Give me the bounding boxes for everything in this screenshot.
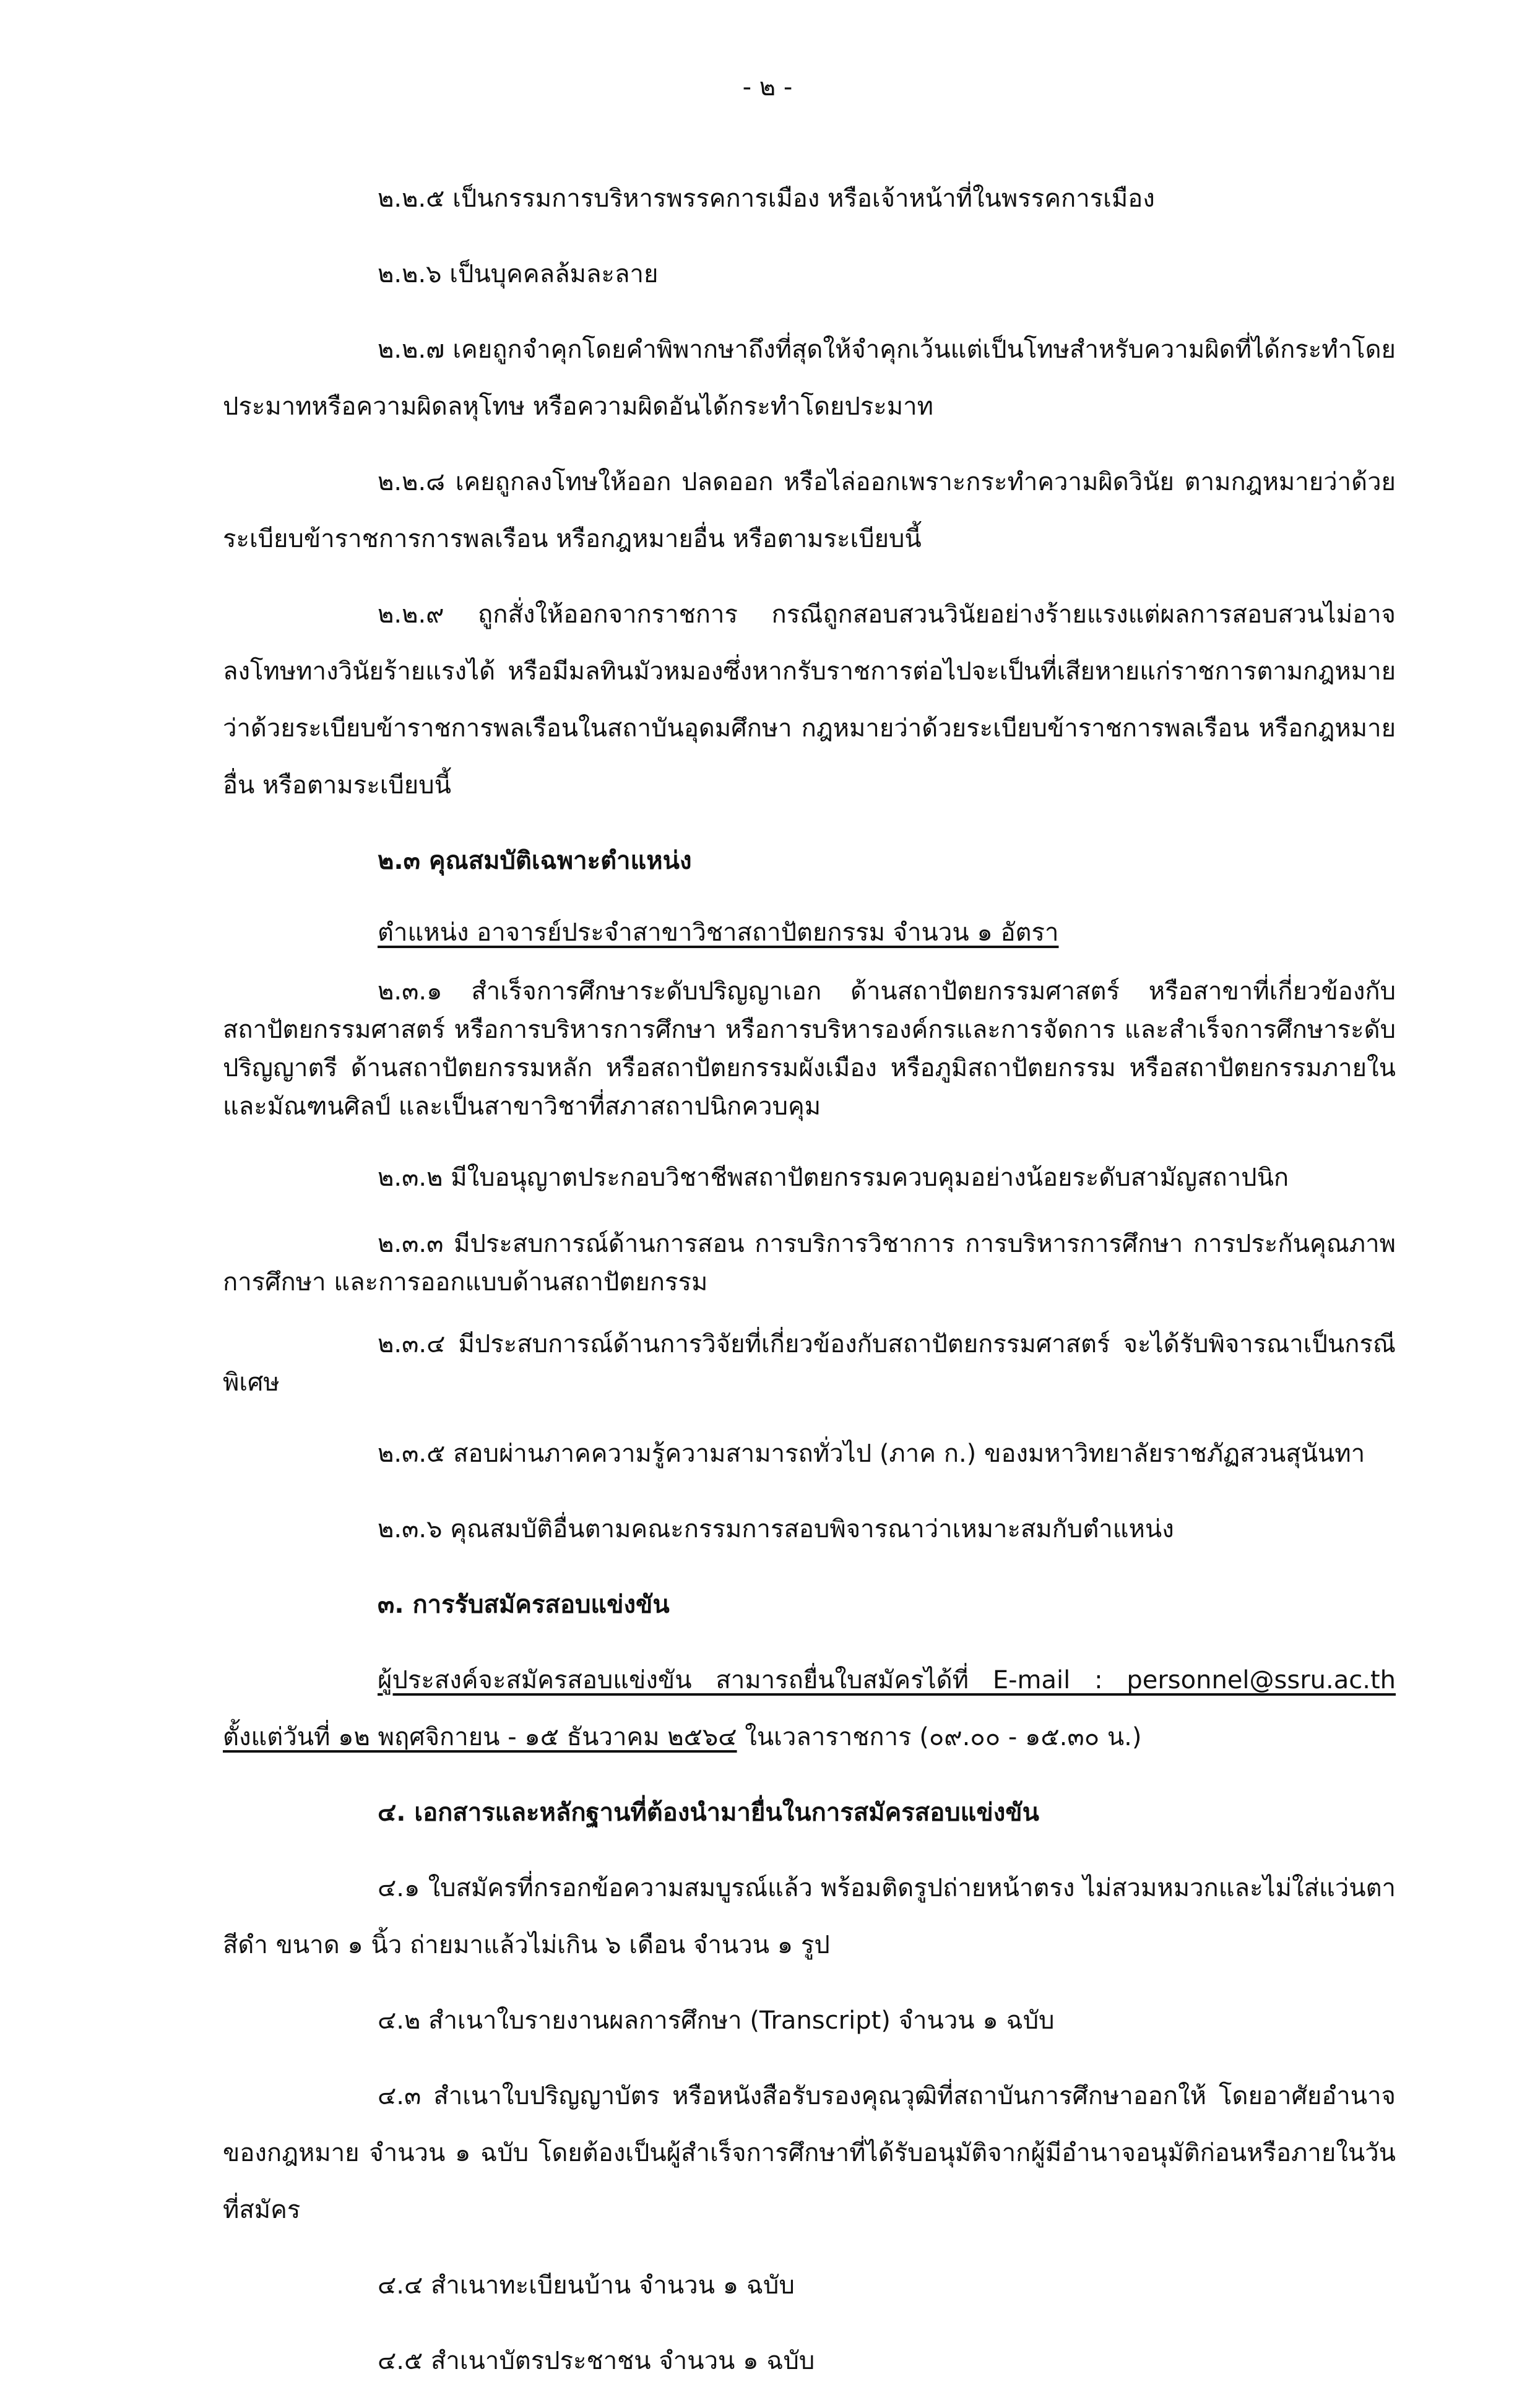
clause-4-1: ๔.๑ ใบสมัครที่กรอกข้อความสมบูรณ์แล้ว พร้อมติดรูปถ่ายหน้าตรง ไม่สวมหมวกและไม่ใส่แว่นตาสีดำ ขนาด ๑ นิ้ว ถ่ายมาแล้วไม่เกิน ๖ เดือน จำนวน ๑ รูป [223, 1874, 1396, 1959]
section-3-heading: ๓. การรับสมัครสอบแข่งขัน [378, 1590, 670, 1619]
document-body [223, 170, 1396, 2408]
clause-2-3-2: ๒.๓.๒ มีใบอนุญาตประกอบวิชาชีพสถาปัตยกรรมควบคุมอย่างน้อยระดับสามัญสถาปนิก [378, 1163, 1289, 1192]
clause-4-3: ๔.๓ สำเนาใบปริญญาบัตร หรือหนังสือรับรองคุณวุฒิที่สถาบันการศึกษาออกให้ โดยอาศัยอำนาจของกฎหมาย จำนวน ๑ ฉบับ โดยต้องเป็นผู้สำเร็จการศึกษาที่ได้รับอนุมัติจากผู้มีอำนาจอนุมัติก่อนหรือภายในวันที่สมัคร [223, 2082, 1396, 2224]
application-info [223, 1652, 1396, 1766]
clause-2-2-9: ๒.๒.๙ ถูกสั่งให้ออกจากราชการ กรณีถูกสอบสวนวินัยอย่างร้ายแรงแต่ผลการสอบสวนไม่อาจลงโทษทางวินัยร้ายแรงได้ หรือมีมลทินมัวหมองซึ่งหากรับราชการต่อไปจะเป็นที่เสียหายแก่ราชการตามกฎหมายว่าด้วยระเบียบข้าราชการพลเรือนในสถาบันอุดมศึกษา กฎหมายว่าด้วยระเบียบข้าราชการพลเรือน หรือกฎหมายอื่น หรือตามระเบียบนี้ [223, 600, 1396, 800]
clause-4-4: ๔.๔ สำเนาทะเบียนบ้าน จำนวน ๑ ฉบับ [378, 2271, 795, 2300]
clause-4-2: ๔.๒ สำเนาใบรายงานผลการศึกษา (Transcript) จำนวน ๑ ฉบับ [378, 2006, 1055, 2035]
page-number: - ๒ - [742, 73, 793, 101]
clause-2-3-6: ๒.๓.๖ คุณสมบัติอื่นตามคณะกรรมการสอบพิจารณาว่าเหมาะสมกับตำแหน่ง [378, 1515, 1174, 1543]
office-hours: ในเวลาราชการ (๐๙.๐๐ - ๑๕.๓๐ น.) [737, 1723, 1142, 1751]
application-period: ผู้ประสงค์จะสมัครสอบแข่งขัน สามารถยื่นใบสมัครได้ที่ E-mail : personnel@ssru.ac.th ตั้งแต่วันที่ ๑๒ พฤศจิกายน - ๑๕ ธันวาคม ๒๕๖๔ [223, 1666, 1396, 1751]
clause-2-2-5: ๒.๒.๕ เป็นกรรมการบริหารพรรคการเมือง หรือเจ้าหน้าที่ในพรรคการเมือง [378, 184, 1155, 213]
clause-2-3-3: ๒.๓.๓ มีประสบการณ์ด้านการสอน การบริการวิชาการ การบริหารการศึกษา การประกันคุณภาพการศึกษา และการออกแบบด้านสถาปัตยกรรม [223, 1230, 1396, 1297]
clause-2-3-4: ๒.๓.๔ มีประสบการณ์ด้านการวิจัยที่เกี่ยวข้องกับสถาปัตยกรรมศาสตร์ จะได้รับพิจารณาเป็นกรณีพิเศษ [223, 1330, 1396, 1397]
clause-2-2-8: ๒.๒.๘ เคยถูกลงโทษให้ออก ปลดออก หรือไล่ออกเพราะกระทำความผิดวินัย ตามกฎหมายว่าด้วยระเบียบข้าราชการการพลเรือน หรือกฎหมายอื่น หรือตามระเบียบนี้ [223, 468, 1396, 553]
position-title-text: ตำแหน่ง อาจารย์ประจำสาขาวิชาสถาปัตยกรรม จำนวน ๑ อัตรา [378, 918, 1059, 947]
clause-2-2-6: ๒.๒.๖ เป็นบุคคลล้มละลาย [378, 260, 659, 288]
clause-2-2-7: ๒.๒.๗ เคยถูกจำคุกโดยคำพิพากษาถึงที่สุดให้จำคุกเว้นแต่เป็นโทษสำหรับความผิดที่ได้กระทำโดยประมาทหรือความผิดลหุโทษ หรือความผิดอันได้กระทำโดยประมาท [223, 335, 1396, 421]
section-2-3-heading: ๒.๓ คุณสมบัติเฉพาะตำแหน่ง [378, 847, 692, 875]
clause-2-3-5: ๒.๓.๕ สอบผ่านภาคความรู้ความสามารถทั่วไป (ภาค ก.) ของมหาวิทยาลัยราชภัฏสวนสุนันทา [378, 1439, 1365, 1468]
clause-4-5: ๔.๕ สำเนาบัตรประชาชน จำนวน ๑ ฉบับ [378, 2347, 815, 2375]
section-4-heading: ๔. เอกสารและหลักฐานที่ต้องนำมายื่นในการสมัครสอบแข่งขัน [378, 1798, 1039, 1827]
position-title [223, 908, 1396, 957]
clause-2-3-1: ๒.๓.๑ สำเร็จการศึกษาระดับปริญญาเอก ด้านสถาปัตยกรรมศาสตร์ หรือสาขาที่เกี่ยวข้องกับสถาปัตยกรรมศาสตร์ หรือการบริหารการศึกษา หรือการบริหารองค์กรและการจัดการ และสำเร็จการศึกษาระดับปริญญาตรี ด้านสถาปัตยกรรมหลัก หรือสถาปัตยกรรมผังเมือง หรือภูมิสถาปัตยกรรม หรือสถาปัตยกรรมภายในและมัณฑนศิลป์ และเป็นสาขาวิชาที่สภาสถาปนิกควบคุม [223, 977, 1396, 1121]
